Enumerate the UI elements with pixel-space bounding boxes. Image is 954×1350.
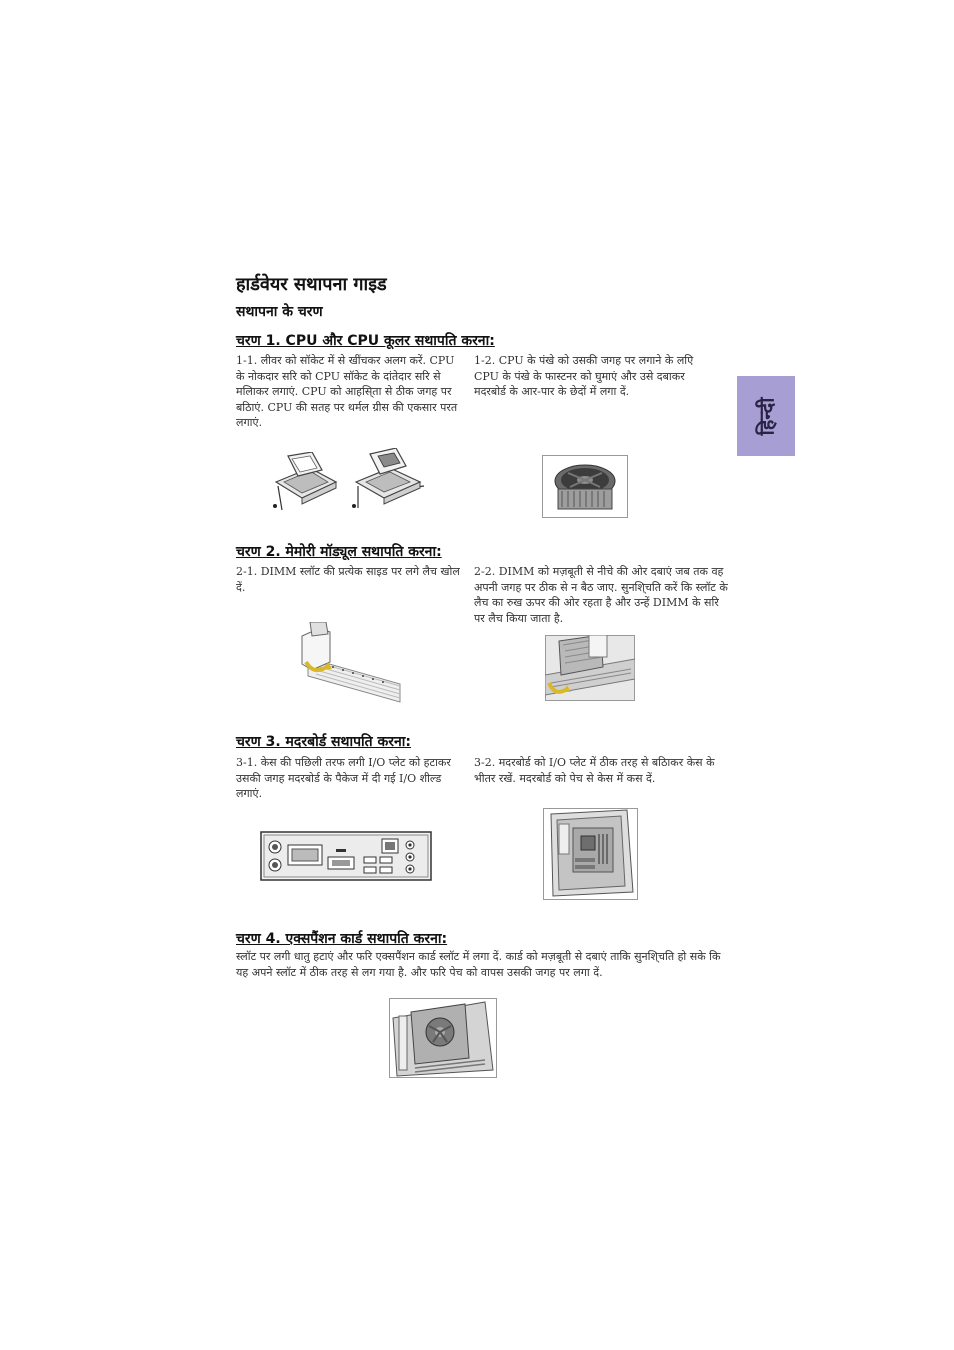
language-tab-label: हिन्दी (754, 397, 779, 435)
step-2-1-text: 2-1. DIMM स्लॉट की प्रत्येक साइड पर लगे लैच खोल दें. (236, 565, 460, 594)
cpu-insert-illustration (350, 448, 426, 514)
step-2-heading: चरण 2. मेमोरी मॉड्यूल सथापति करना: (236, 544, 442, 560)
step-4-heading: चरण 4. एक्सपैंशन कार्ड सथापति करना: (236, 931, 448, 947)
step-4-text: स्लॉट पर लगी धातु हटाएं और फरि एक्सपैंशन कार्ड स्लॉट में लगा दें. कार्ड को मज़बूती से दबाएं ताकि सुनशि्चति हो सके कि यह अपने स्लॉट में ठीक तरह से लग गया है. और फरि पेच को वापस उसकी जगह पर लगा दें. (236, 950, 721, 979)
language-tab (737, 376, 795, 456)
io-shield-illustration (260, 831, 432, 881)
step-1-2-text: 1-2. CPU के पंखे को उसकी जगह पर लगाने के लएि CPU के पंखे के फास्टनर को घुमाएं और उसे दबाकर मदरबोर्ड के आर-पार के छेदों में लगा दें. (474, 354, 694, 398)
step-3-2-text: 3-2. मदरबोर्ड को I/O प्लेट में ठीक तरह से बठिाकर केस के भीतर रखें. मदरबोर्ड को पेच से केस में कस दें. (474, 756, 715, 785)
step-1-1-text: 1-1. लीवर को सॉकेट में से खींचकर अलग करें. CPU के नोकदार सरि को CPU सॉकेट के दांतेदार सरि से मलिाकर लगाएं. CPU को आहसि्ता से ठीक जगह पर बठिाएं. CPU की सतह पर थर्मल ग्रीस की एकसार परत लगाएं. (236, 354, 458, 429)
motherboard-case-illustration (543, 808, 638, 900)
page-title: हार्डवेयर सथापना गाइड (236, 274, 387, 295)
expansion-card-illustration (389, 998, 497, 1078)
step-3-heading: चरण 3. मदरबोर्ड सथापति करना: (236, 734, 412, 750)
cpu-fan-illustration (542, 455, 628, 518)
dimm-insert-illustration (545, 635, 635, 701)
step-3-1-text: 3-1. केस की पछिली तरफ लगी I/O प्लेट को हटाकर उसकी जगह मदरबोर्ड के पैकेज में दी गई I/O शील्ड लगाएं. (236, 756, 451, 800)
step-2-2-text: 2-2. DIMM को मज़बूती से नीचे की ओर दबाएं जब तक वह अपनी जगह पर ठीक से न बैठ जाए. सुनशि्चति करें कि स्लॉट के लैच का रुख ऊपर की ओर रहता है और उन्हें DIMM के सरि पर लैच किया जाता है. (474, 565, 728, 625)
step-1-heading: चरण 1. CPU और CPU कूलर सथापति करना: (236, 333, 495, 349)
cpu-socket-open-illustration (270, 452, 342, 514)
dimm-latch-open-illustration (292, 622, 404, 704)
page-subtitle: सथापना के चरण (236, 304, 323, 320)
